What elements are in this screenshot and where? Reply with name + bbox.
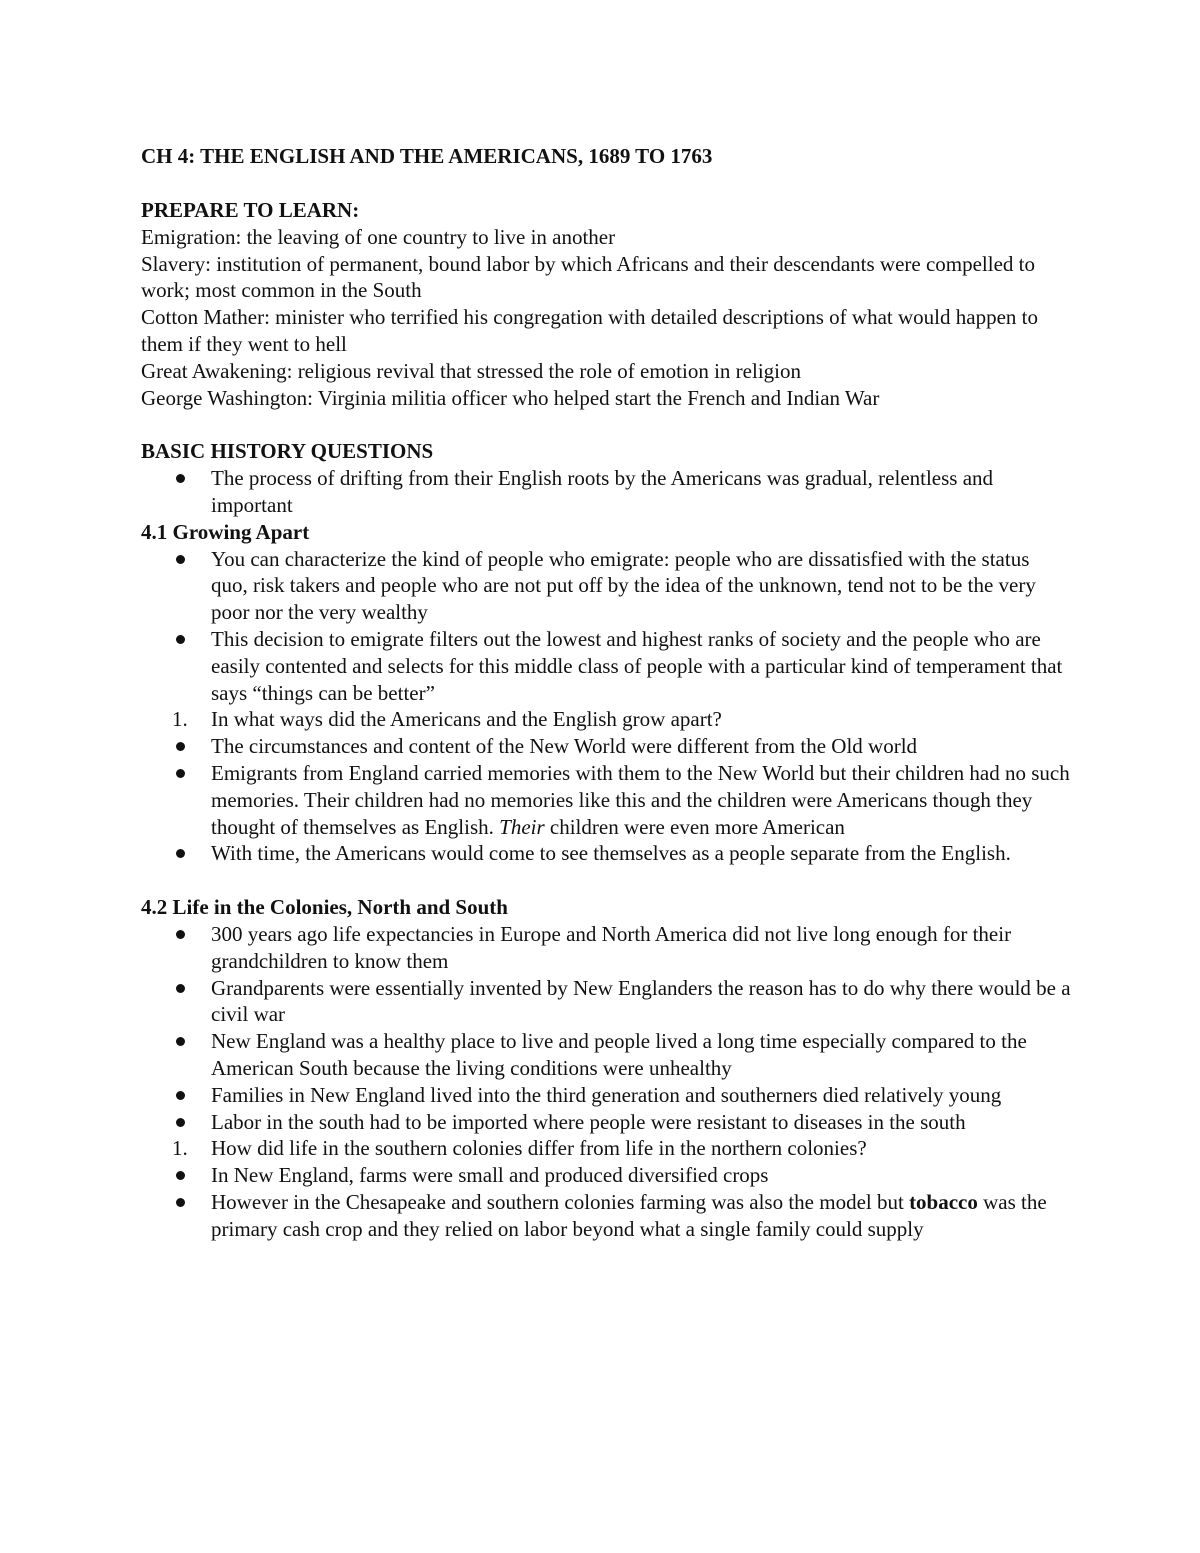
term-emigration: Emigration: the leaving of one country to live in another [141,224,616,249]
list-item [141,840,1071,867]
list-number: 1. [172,707,188,732]
list-item-text: New England was a healthy place to live and people lived a long time especially compared to the American South because the living conditions were unhealthy [211,1029,1027,1080]
document-title: CH 4: THE ENGLISH AND THE AMERICANS, 1689 TO 1763 [141,144,713,168]
text-run: children were even more American [544,814,845,839]
list-item [141,733,1071,760]
document-page [141,143,1071,1242]
term-great-awakening: Great Awakening: religious revival that stressed the role of emotion in religion [141,358,801,383]
spacer [141,170,1071,197]
list-item-text: The process of drifting from their English roots by the Americans was gradual, relentless and important [211,466,994,517]
list-item-text [211,1190,1047,1241]
list-item [141,1189,1071,1243]
section-heading-4-2: 4.2 Life in the Colonies, North and South [141,895,508,920]
bold-text: tobacco [909,1189,978,1214]
list-item-text: 300 years ago life expectancies in Europe and North America did not live long enough for their grandchildren to know them [211,921,1012,973]
list-item [141,1109,1071,1136]
term-slavery: Slavery: institution of permanent, bound labor by which Africans and their descendants were compelled to work; most common in the South [141,251,1036,303]
list-item [141,465,1071,519]
text-run: However in the Chesapeake and southern colonies farming was also the model but [211,1189,910,1214]
list-item [141,1082,1071,1109]
list-item [141,1028,1071,1082]
section-4-2-list [141,921,1071,1243]
list-item [141,546,1071,626]
list-item [141,626,1071,706]
list-item-text: Grandparents were essentially invented by New Englanders the reason has to do why there would be a civil war [211,975,1071,1027]
list-item-text [211,761,1070,839]
basic-questions-heading: BASIC HISTORY QUESTIONS [141,439,434,464]
list-item-text: You can characterize the kind of people who emigrate: people who are dissatisfied with the status quo, risk takers and people who are not put off by the idea of the unknown, tend not to be the very poor nor the very wealthy [211,546,1036,625]
list-item [141,975,1071,1029]
italic-text: Their [499,814,545,839]
list-item-text: Families in New England lived into the third generation and southerners died relatively young [211,1082,1002,1107]
list-item-text: The circumstances and content of the New World were different from the Old world [211,734,918,759]
list-number: 1. [172,1136,188,1161]
list-item-text: In New England, farms were small and produced diversified crops [211,1163,769,1188]
list-item [141,1162,1071,1189]
section-heading-4-1: 4.1 Growing Apart [141,519,310,544]
prepare-heading: PREPARE TO LEARN: [141,198,360,222]
list-item-text: This decision to emigrate filters out the lowest and highest ranks of society and the people who are easily contented and selects for this middle class of people with a particular kind of temperament that says “things can be better” [211,626,1063,705]
question-text: How did life in the southern colonies differ from life in the northern colonies? [211,1136,867,1161]
question-text: In what ways did the Americans and the English grow apart? [211,707,722,732]
text-run: Emigrants from England carried memories with them to the New World but their children had no such memories. Their children had no memories like this and the children were Americans though they thought of themselves as English. [211,760,1070,839]
list-item [141,760,1071,840]
list-item [141,706,1071,733]
section-4-1-list [141,546,1071,868]
basic-questions-list [141,465,1071,519]
term-cotton-mather: Cotton Mather: minister who terrified his congregation with detailed descriptions of what would happen to them if they went to hell [141,305,1038,356]
list-item [141,921,1071,975]
list-item-text: Labor in the south had to be imported where people were resistant to diseases in the south [211,1109,966,1134]
text-run: was the primary cash crop and they relied on labor beyond what a single family could supply [211,1189,1047,1241]
term-george-washington: George Washington: Virginia militia officer who helped start the French and Indian War [141,385,880,410]
list-item-text: With time, the Americans would come to see themselves as a people separate from the English. [211,841,1011,866]
spacer [141,411,1071,438]
spacer [141,867,1071,894]
list-item [141,1135,1071,1162]
